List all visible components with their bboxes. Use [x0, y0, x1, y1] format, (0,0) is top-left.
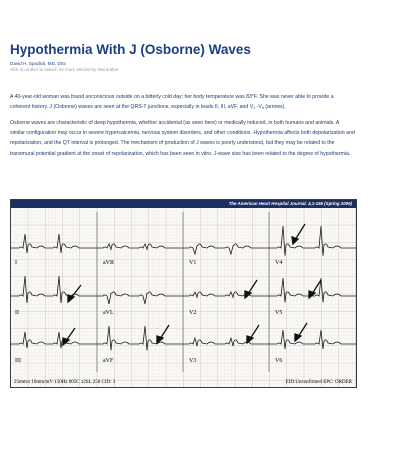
lead-label: V6 — [275, 358, 283, 364]
subscript-1: 1 — [253, 106, 256, 111]
paragraph-1-end: (arrows). — [263, 104, 286, 111]
lead-label: V5 — [275, 310, 283, 316]
subscript-6: 6 — [261, 106, 264, 111]
lead-label: V2 — [189, 310, 197, 316]
ecg-tracing — [11, 208, 356, 387]
ecg-footer-right: EID:Unconfirmed EPC: ORDER — [285, 380, 352, 385]
paragraph-1 — [10, 92, 355, 113]
lead-label: aVL — [103, 310, 114, 316]
ecg-footer-left: 25mm/s 10mm/mV 150Hz 005C 12SL 250 CID: 3 — [14, 380, 116, 385]
ecg-grid — [11, 208, 356, 387]
ecg-figure — [10, 199, 357, 388]
paragraph-1-mid: -V — [255, 104, 262, 111]
lead-label: aVR — [103, 260, 114, 266]
author-hint: click on author to search for more articles by that author — [10, 67, 119, 72]
lead-label: II — [15, 310, 19, 316]
lead-label: V4 — [275, 260, 283, 266]
lead-label: V1 — [189, 260, 197, 266]
lead-label: I — [15, 260, 17, 266]
lead-label: V3 — [189, 358, 197, 364]
author-link[interactable]: David H. Spodick, MD, DSc — [10, 61, 67, 66]
paragraph-1-text: A 40-year-old woman was found unconscious outside on a bitterly cold day; her body temperature was 83°F. She was never able to provide a coherent history. J (Osborne) waves are seen at the QRS-T junctions, especially in leads II, III, aVF, and V — [10, 94, 334, 111]
paragraph-2: Osborne waves are characteristic of deep hypothermia, whether accidental (as seen here) or medically induced, in both humans and animals. A similar configuration may occur in severe hypercalcemia, nervous system disorders, and other conditions. Hypothermia affects both depolarization and repolarization, and the QT interval is prolonged. The mechanism of production of J waves is poorly understood, but they may be related to the transmural potential gradient at the onset of repolarization, which has been seen in vitro. J-wave size has been related to the degree of hypothermia. — [10, 120, 355, 157]
lead-label: aVF — [103, 358, 114, 364]
figure-caption: The American Heart Hospital Journal. 4,1-156 (Spring 2006) — [11, 200, 356, 208]
article-title: Hypothermia With J (Osborne) Waves — [10, 42, 251, 57]
lead-label: III — [15, 358, 21, 364]
